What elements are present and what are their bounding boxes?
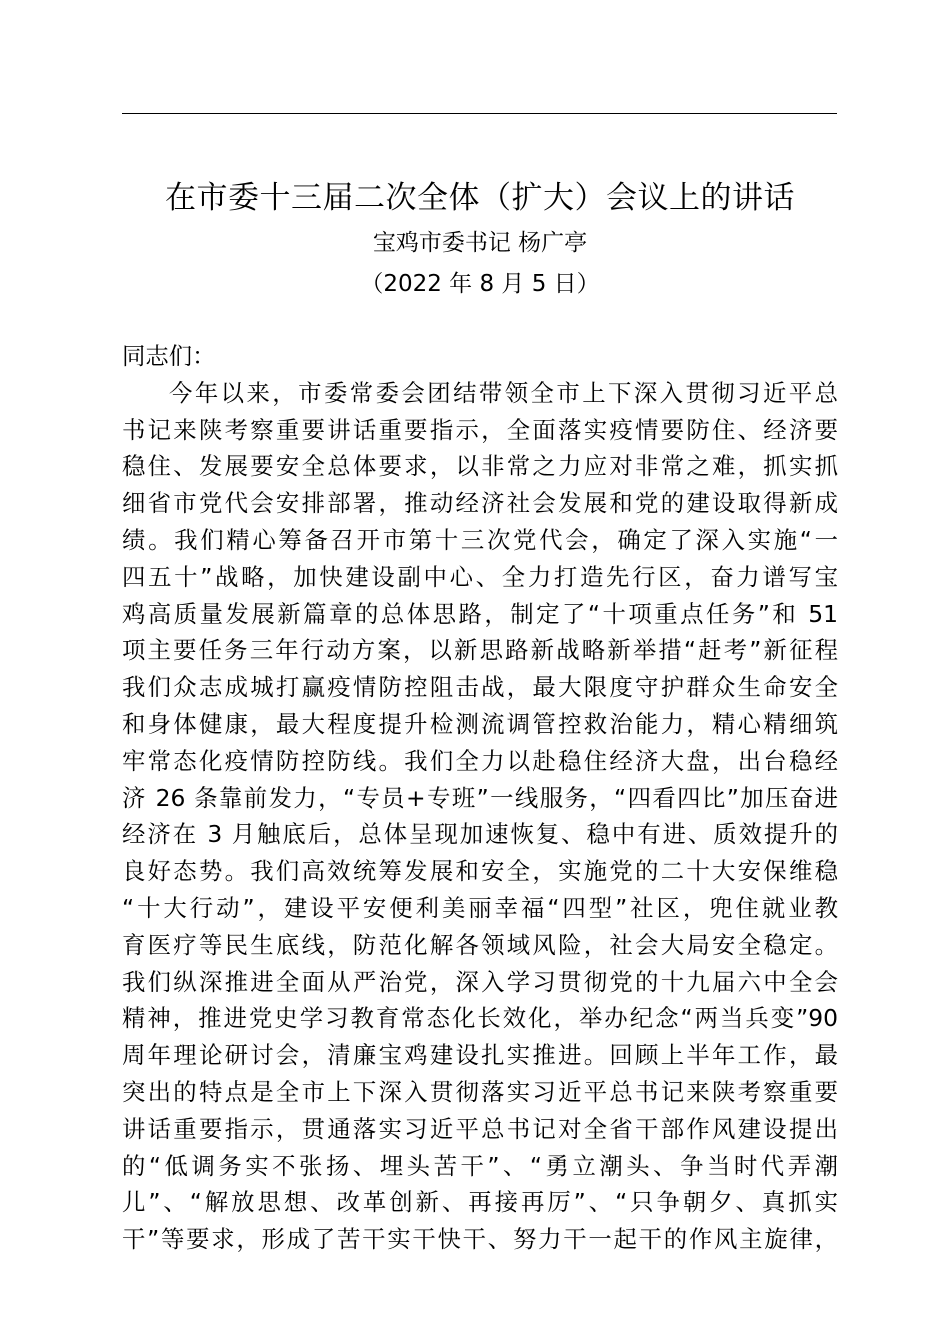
body-line: 讲话重要指示，贯通落实习近平总书记对全省干部作风建设提出: [122, 1114, 838, 1143]
speech-date: （2022 年 8 月 5 日）: [360, 271, 600, 297]
body-line: 精神，推进党史学习教育常态化长效化，举办纪念“两当兵变”90: [122, 1004, 838, 1033]
body-line: 我们纵深推进全面从严治党，深入学习贯彻党的十九届六中全会: [122, 967, 838, 996]
header-rule: [122, 113, 837, 114]
speech-title: 在市委十三届二次全体（扩大）会议上的讲话: [165, 180, 795, 216]
salutation: 同志们：: [122, 342, 216, 370]
body-line: 鸡高质量发展新篇章的总体思路，制定了“十项重点任务”和 51: [122, 599, 838, 628]
body-line: 良好态势。我们高效统筹发展和安全，实施党的二十大安保维稳: [122, 857, 838, 886]
body-line: 经济在 3 月触底后，总体呈现加速恢复、稳中有进、质效提升的: [122, 820, 838, 849]
body-line: 项主要任务三年行动方案，以新思路新战略新举措“赶考”新征程: [122, 636, 838, 665]
body-line: 周年理论研讨会，清廉宝鸡建设扎实推进。回顾上半年工作，最: [122, 1041, 838, 1070]
speaker-byline: 宝鸡市委书记 杨广亭: [372, 230, 588, 256]
body-line: 四五十”战略，加快建设副中心、全力打造先行区，奋力谱写宝: [122, 562, 838, 591]
body-line: 我们众志成城打赢疫情防控阻击战，最大限度守护群众生命安全: [122, 673, 838, 702]
body-line: 儿”、“解放思想、改革创新、再接再厉”、“只争朝夕、真抓实: [122, 1188, 838, 1217]
body-line: 今年以来，市委常委会团结带领全市上下深入贯彻习近平总: [169, 378, 838, 407]
body-line: 和身体健康，最大程度提升检测流调管控救治能力，精心精细筑: [122, 709, 838, 738]
body-line: 育医疗等民生底线，防范化解各领域风险，社会大局安全稳定。: [122, 930, 838, 959]
speech-body: [122, 338, 838, 1258]
body-line: 济 26 条靠前发力，“专员+专班”一线服务，“四看四比”加压奋进: [122, 783, 838, 812]
body-line: 书记来陕考察重要讲话重要指示，全面落实疫情要防住、经济要: [122, 415, 838, 444]
body-line: 的“低调务实不张扬、埋头苦干”、“勇立潮头、争当时代弄潮: [122, 1151, 838, 1180]
body-line: 细省市党代会安排部署，推动经济社会发展和党的建设取得新成: [122, 489, 838, 518]
body-line: 干”等要求，形成了苦干实干快干、努力干一起干的作风主旋律，: [122, 1225, 838, 1254]
body-line: 突出的特点是全市上下深入贯彻落实习近平总书记来陕考察重要: [122, 1077, 838, 1106]
body-line: 牢常态化疫情防控防线。我们全力以赴稳住经济大盘，出台稳经: [122, 746, 838, 775]
body-line: “十大行动”，建设平安便利美丽幸福“四型”社区，兜住就业教: [122, 893, 838, 922]
body-line: 绩。我们精心筹备召开市第十三次党代会，确定了深入实施“一: [122, 525, 838, 554]
body-line: 稳住、发展要安全总体要求，以非常之力应对非常之难，抓实抓: [122, 452, 838, 481]
